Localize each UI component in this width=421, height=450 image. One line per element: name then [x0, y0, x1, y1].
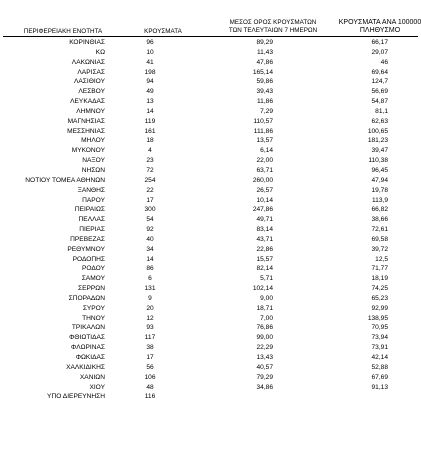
avg-cell: 22,00 [256, 157, 273, 165]
header-rate-line2: ΠΛΗΘΥΣΜΟ [359, 27, 401, 34]
avg-cell: 47,86 [256, 58, 273, 66]
cases-cell: 14 [146, 107, 154, 115]
region-cell: ΠΡΕΒΕΖΑΣ [70, 235, 105, 243]
avg-cell: 43,71 [256, 235, 273, 243]
region-cell: ΝΟΤΙΟΥ ΤΟΜΕΑ ΑΘΗΝΩΝ [25, 176, 105, 184]
rate-cell: 71,77 [371, 265, 388, 273]
rate-cell: 46 [380, 58, 388, 66]
region-cell: ΠΕΙΡΑΙΩΣ [74, 206, 105, 214]
region-cell: ΦΩΚΙΔΑΣ [75, 354, 105, 361]
rate-cell: 110,38 [368, 157, 388, 165]
region-cell: ΜΕΣΣΗΝΙΑΣ [67, 127, 105, 135]
region-cell: ΝΑΞΟΥ [82, 157, 105, 165]
avg-cell: 83,14 [256, 226, 273, 234]
table-row [0, 284, 421, 294]
table-row [0, 58, 421, 68]
table-row [0, 186, 421, 196]
cases-cell: 18 [146, 137, 154, 145]
table-row [0, 97, 421, 107]
region-cell: ΜΗΛΟΥ [81, 137, 105, 145]
rate-cell: 39,72 [371, 245, 388, 253]
region-cell: ΥΠΟ ΔΙΕΡΕΥΝΗΣΗ [47, 393, 105, 401]
avg-cell: 7,00 [260, 314, 273, 322]
table-row [0, 363, 421, 373]
cases-cell: 161 [144, 127, 156, 135]
table-row [0, 274, 421, 284]
avg-cell: 22,86 [256, 245, 273, 253]
rate-cell: 38,66 [371, 216, 388, 224]
table-row [0, 87, 421, 97]
avg-cell: 82,14 [256, 265, 273, 273]
region-cell: ΞΑΝΘΗΣ [77, 186, 105, 194]
region-cell: ΛΕΣΒΟΥ [78, 88, 105, 96]
region-cell: ΣΥΡΟΥ [82, 304, 105, 312]
avg-cell: 13,43 [256, 354, 273, 361]
rate-cell: 42,14 [371, 354, 388, 361]
cases-cell: 12 [146, 314, 154, 322]
header-avg-line2: ΤΩΝ ΤΕΛΕΥΤΑΙΩΝ 7 ΗΜΕΡΩΝ [228, 27, 318, 34]
rate-cell: 70,95 [371, 324, 388, 332]
cases-cell: 131 [144, 285, 156, 293]
rate-cell: 81,1 [375, 107, 388, 115]
rate-cell: 62,63 [371, 117, 388, 125]
table-row [0, 323, 421, 333]
region-cell: ΛΕΥΚΑΔΑΣ [70, 98, 105, 106]
cases-cell: 254 [144, 176, 156, 184]
region-cell: ΤΗΝΟΥ [82, 314, 105, 322]
cases-cell: 117 [144, 334, 156, 342]
table-row [0, 156, 421, 166]
cases-cell: 116 [144, 393, 156, 401]
table-row [0, 205, 421, 215]
cases-cell: 9 [148, 294, 152, 302]
rate-cell: 56,69 [371, 88, 388, 96]
table-row [0, 333, 421, 343]
avg-cell: 59,86 [256, 78, 273, 86]
region-cell: ΦΘΙΩΤΙΔΑΣ [69, 334, 105, 342]
avg-cell: 5,71 [260, 275, 273, 283]
cases-cell: 22 [146, 186, 154, 194]
avg-cell: 102,14 [252, 285, 273, 293]
table-row [0, 392, 421, 402]
region-cell: ΜΥΚΟΝΟΥ [71, 147, 105, 155]
cases-cell: 96 [146, 39, 154, 46]
table-row [0, 383, 421, 393]
table-row [0, 225, 421, 235]
table-row [0, 127, 421, 137]
region-cell: ΧΑΝΙΩΝ [79, 373, 105, 381]
rate-cell: 66,17 [371, 39, 388, 46]
cases-cell: 56 [146, 363, 154, 371]
region-cell: ΛΗΜΝΟΥ [76, 107, 105, 115]
cases-table-body [0, 38, 421, 402]
cases-cell: 38 [146, 344, 154, 352]
avg-cell: 18,71 [256, 304, 273, 312]
table-row [0, 215, 421, 225]
region-cell: ΠΙΕΡΙΑΣ [79, 226, 105, 234]
region-cell: ΣΑΜΟΥ [81, 275, 105, 283]
rate-cell: 92,99 [371, 304, 388, 312]
region-cell: ΠΑΡΟΥ [82, 196, 105, 204]
avg-cell: 13,57 [256, 137, 273, 145]
cases-cell: 94 [146, 78, 154, 86]
cases-cell: 4 [148, 147, 152, 155]
avg-cell: 111,86 [253, 127, 273, 135]
cases-cell: 13 [146, 98, 154, 106]
avg-cell: 99,00 [256, 334, 273, 342]
header-avg-line1: ΜΕΣΟΣ ΟΡΟΣ ΚΡΟΥΣΜΑΤΩΝ [229, 19, 317, 26]
cases-cell: 20 [146, 304, 154, 312]
table-row [0, 255, 421, 265]
rate-cell: 65,23 [371, 294, 388, 302]
table-row [0, 245, 421, 255]
region-cell: ΡΟΔΟΠΗΣ [72, 255, 105, 263]
table-row [0, 48, 421, 58]
cases-cell: 23 [146, 157, 154, 165]
table-row [0, 373, 421, 383]
header-rate-line1: ΚΡΟΥΣΜΑΤΑ ΑΝΑ 100000 [338, 19, 421, 26]
avg-cell: 34,86 [256, 383, 273, 391]
avg-cell: 89,29 [256, 39, 273, 46]
avg-cell: 11,43 [256, 48, 273, 56]
region-cell: ΚΟΡΙΝΘΙΑΣ [69, 39, 105, 46]
header-cases: ΚΡΟΥΣΜΑΤΑ [144, 28, 182, 35]
rate-cell: 91,13 [371, 383, 388, 391]
table-row [0, 68, 421, 78]
avg-cell: 49,71 [256, 216, 273, 224]
table-row [0, 264, 421, 274]
avg-cell: 63,71 [256, 166, 273, 174]
cases-cell: 300 [144, 206, 156, 214]
cases-cell: 72 [146, 166, 154, 174]
table-row [0, 38, 421, 48]
cases-cell: 34 [146, 245, 154, 253]
cases-cell: 49 [146, 88, 154, 96]
cases-cell: 106 [144, 373, 156, 381]
region-cell: ΦΛΩΡΙΝΑΣ [70, 344, 105, 352]
region-cell: ΠΕΛΛΑΣ [78, 216, 105, 224]
avg-cell: 165,14 [252, 68, 273, 76]
rate-cell: 74,25 [371, 285, 388, 293]
avg-cell: 9,00 [260, 294, 273, 302]
cases-cell: 40 [146, 235, 154, 243]
avg-cell: 40,57 [256, 363, 273, 371]
cases-cell: 119 [144, 117, 156, 125]
rate-cell: 73,94 [371, 334, 388, 342]
rate-cell: 100,65 [367, 127, 388, 135]
rate-cell: 73,91 [371, 344, 388, 352]
region-cell: ΣΠΟΡΑΔΩΝ [68, 294, 105, 302]
region-cell: ΛΑΚΩΝΙΑΣ [71, 58, 105, 66]
region-cell: ΧΙΟΥ [89, 383, 105, 391]
region-cell: ΧΑΛΚΙΔΙΚΗΣ [66, 363, 105, 371]
rate-cell: 181,23 [367, 137, 388, 145]
cases-cell: 92 [146, 226, 154, 234]
avg-cell: 110,57 [253, 117, 273, 125]
region-cell: ΚΩ [95, 48, 105, 56]
rate-cell: 52,88 [371, 363, 388, 371]
rate-cell: 69,64 [371, 68, 388, 76]
region-cell: ΡΕΘΥΜΝΟΥ [67, 245, 105, 253]
avg-cell: 7,29 [260, 107, 273, 115]
table-row [0, 196, 421, 206]
rate-cell: 47,94 [371, 176, 388, 184]
table-row [0, 117, 421, 127]
region-cell: ΝΗΣΩΝ [81, 166, 105, 174]
rate-cell: 19,78 [371, 186, 388, 194]
avg-cell: 6,14 [260, 147, 273, 155]
table-row [0, 146, 421, 156]
avg-cell: 26,57 [256, 186, 273, 194]
avg-cell: 260,00 [252, 176, 273, 184]
avg-cell: 79,29 [256, 373, 273, 381]
cases-cell: 14 [146, 255, 154, 263]
header-seven-day-average [206, 19, 340, 35]
table-row [0, 304, 421, 314]
rate-cell: 69,58 [371, 235, 388, 243]
table-row [0, 107, 421, 117]
cases-cell: 54 [146, 216, 154, 224]
cases-cell: 17 [146, 196, 154, 204]
header-divider [3, 36, 418, 37]
cases-cell: 10 [146, 48, 154, 56]
rate-cell: 66,82 [371, 206, 388, 214]
table-row [0, 294, 421, 304]
rate-cell: 113,9 [371, 196, 388, 204]
avg-cell: 22,29 [256, 344, 273, 352]
table-row [0, 343, 421, 353]
rate-cell: 29,07 [371, 48, 388, 56]
rate-cell: 39,47 [371, 147, 388, 155]
cases-cell: 48 [146, 383, 154, 391]
region-cell: ΤΡΙΚΑΛΩΝ [71, 324, 105, 332]
rate-cell: 96,45 [371, 166, 388, 174]
region-cell: ΡΟΔΟΥ [82, 265, 105, 273]
rate-cell: 67,69 [371, 373, 388, 381]
cases-cell: 86 [146, 265, 154, 273]
table-row [0, 176, 421, 186]
avg-cell: 11,86 [256, 98, 273, 106]
avg-cell: 39,43 [256, 88, 273, 96]
region-cell: ΛΑΣΙΘΙΟΥ [74, 78, 105, 86]
avg-cell: 10,14 [256, 196, 273, 204]
table-row [0, 166, 421, 176]
avg-cell: 76,86 [256, 324, 273, 332]
region-cell: ΣΕΡΡΩΝ [78, 285, 105, 293]
region-cell: ΜΑΓΝΗΣΙΑΣ [67, 117, 105, 125]
table-row [0, 353, 421, 363]
table-row [0, 77, 421, 87]
rate-cell: 124,7 [371, 78, 388, 86]
rate-cell: 54,87 [371, 98, 388, 106]
cases-cell: 17 [146, 354, 154, 361]
header-cases-per-100000 [338, 19, 421, 35]
rate-cell: 18,19 [371, 275, 388, 283]
table-row [0, 235, 421, 245]
header-region: ΠΕΡΙΦΕΡΕΙΑΚΗ ΕΝΟΤΗΤΑ [23, 28, 103, 35]
cases-cell: 41 [146, 58, 154, 66]
table-row [0, 136, 421, 146]
avg-cell: 15,57 [256, 255, 273, 263]
cases-cell: 93 [146, 324, 154, 332]
table-row [0, 314, 421, 324]
rate-cell: 72,61 [371, 226, 388, 234]
region-cell: ΛΑΡΙΣΑΣ [77, 68, 105, 76]
avg-cell: 247,86 [252, 206, 273, 214]
rate-cell: 138,95 [367, 314, 388, 322]
rate-cell: 12,5 [375, 255, 388, 263]
cases-cell: 198 [144, 68, 156, 76]
cases-cell: 6 [148, 275, 152, 283]
